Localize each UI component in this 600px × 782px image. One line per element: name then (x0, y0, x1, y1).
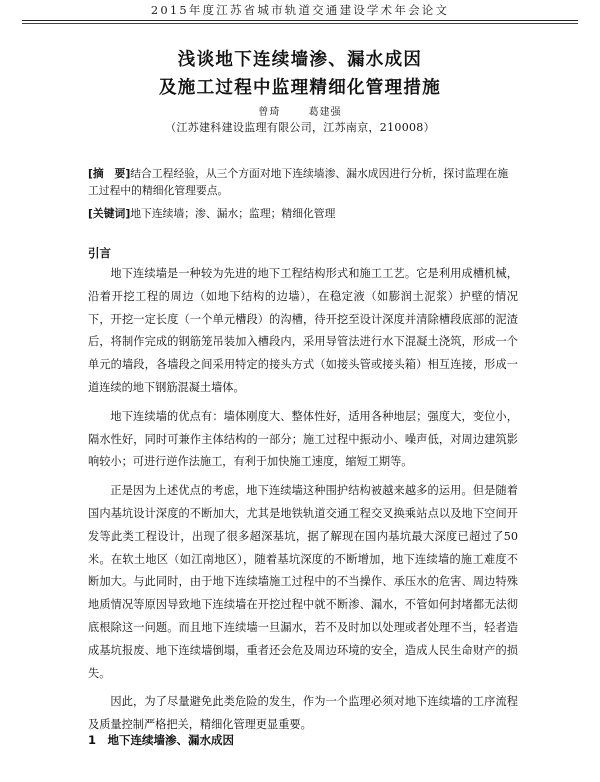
affiliation: （江苏建科建设监理有限公司，江苏南京，210008） (165, 121, 435, 134)
paragraph: 正是因为上述优点的考虑，地下连续墙这种围护结构被越来越多的运用。但是随着国内基坑设计深度的不断加大，尤其是地铁轨道交通工程交叉换乘站点以及地下空间开发等此类工程设计，出现了很多超深基坑，据了解现在国内基坑最大深度已超过了50米。在软土地区（如江南地区），随着基坑深度的不断增加，地下连续墙的施工难度不断加大。与此同时，由于地下连续墙施工过程中的不当操作、承压水的危害、周边特殊地质情况等原因导致地下连续墙在开挖过程中就不断渗、漏水，不管如何封堵都无法彻底根除这一问题。而且地下连续墙一旦漏水，若不及时加以处理或者处理不当，轻者造成基坑报废、地下连续墙倒塌，重者还会危及周边环境的安全，造成人民生命财产的损失。 (88, 484, 518, 680)
section-heading-1: 1 地下连续墙渗、漏水成因 (88, 733, 235, 747)
body-text (88, 263, 518, 743)
running-head: 2015年度江苏省城市轨道交通建设学术年会论文 (150, 3, 450, 17)
section-heading-intro: 引言 (88, 246, 111, 260)
abstract-label: [摘 要] (88, 167, 131, 180)
author-1: 曾琦 (258, 107, 281, 118)
paragraph: 因此，为了尽量避免此类危险的发生，作为一个监理必须对地下连续墙的工序流程及质量控制严格把关，精细化管理更显重要。 (88, 695, 518, 732)
paper-title-line-2: 及施工过程中监理精细化管理措施 (159, 78, 441, 98)
keywords (88, 205, 518, 222)
paper-title-line-1: 浅谈地下连续墙渗、漏水成因 (177, 50, 423, 70)
header-rule-thin (22, 23, 578, 24)
author-2: 葛建强 (308, 107, 342, 118)
author-list (0, 103, 600, 118)
keywords-text: 地下连续墙；渗、漏水；监理；精细化管理 (130, 207, 336, 220)
abstract-text: 结合工程经验，从三个方面对地下连续墙渗、漏水成因进行分析，探讨监理在施工过程中的精细化管理要点。 (88, 167, 509, 197)
keywords-label: [关键词] (88, 207, 131, 220)
paragraph: 地下连续墙是一种较为先进的地下工程结构形式和施工工艺。它是利用成槽机械，沿着开挖工程的周边（如地下结构的边墙），在稳定液（如膨润土泥浆）护壁的情况下，开挖一定长度（一个单元槽段）的沟槽，待开挖至设计深度并清除槽段底部的泥渣后，将制作完成的钢筋笼吊装加入槽段内，采用导管法进行水下混凝土浇筑，形成一个单元的墙段，各墙段之间采用特定的接头方式（如接头管或接头箱）相互连接，形成一道连续的地下钢筋混凝土墙体。 (88, 267, 518, 394)
paragraph: 地下连续墙的优点有：墙体刚度大、整体性好，适用各种地层；强度大，变位小，隔水性好，同时可兼作主体结构的一部分；施工过程中振动小、噪声低，对周边建筑影响较小；可进行逆作法施工，有利于加快施工速度，缩短工期等。 (88, 409, 518, 469)
header-rule (22, 20, 578, 21)
abstract (88, 165, 518, 199)
